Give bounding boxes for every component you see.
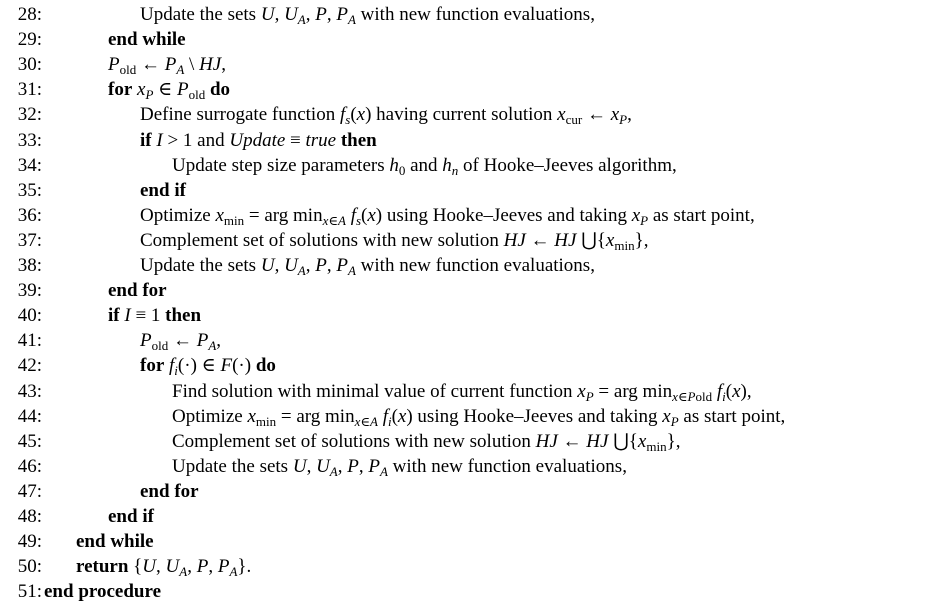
line-code: end while: [108, 29, 186, 51]
line-number: 46:: [17, 455, 42, 477]
line-code: Optimize $x_{min}$ = arg $\min_{x\in A} f_i(x)$ using Hooke–Jeeves and taking $x_P$ as start point,: [172, 405, 786, 429]
algorithm-line: [0, 203, 948, 228]
algorithm-line: [0, 178, 948, 203]
line-number: 37:: [17, 229, 42, 251]
algorithm-line: [0, 353, 948, 378]
line-number: 40:: [17, 305, 42, 327]
line-code: end if: [108, 506, 154, 527]
algorithm-line: [0, 153, 948, 178]
line-code: Update the sets U, $U_A$, P, $P_A$ with new function evaluations,: [140, 255, 595, 278]
line-number: 39:: [17, 280, 42, 302]
line-code: Find solution with minimal value of current function $x_P$ = arg $\min_{x\in Pold} f_i(x)$,: [172, 380, 752, 404]
line-number: 41:: [17, 330, 42, 352]
line-code: Complement set of solutions with new solution HJ ← HJ $⋃\{x_{min}\}$,: [172, 430, 681, 454]
line-number: 28:: [17, 4, 42, 25]
line-number: 45:: [17, 430, 42, 452]
line-code: end for: [140, 480, 199, 502]
algorithm-line: [0, 102, 948, 127]
line-code: end if: [140, 179, 186, 201]
line-number: 50:: [17, 556, 42, 578]
line-code: Update the sets U, $U_A$, P, $P_A$ with new function evaluations,: [140, 4, 595, 27]
line-code: if I ≡ 1 then: [108, 305, 202, 327]
algorithm-line: [0, 454, 948, 479]
line-code: if I > 1 and Update ≡ true then: [140, 129, 377, 151]
algorithm-line: [0, 253, 948, 278]
algorithm-line: [0, 52, 948, 77]
algorithm-line: [0, 328, 948, 353]
algorithm-line: [0, 479, 948, 504]
line-code: for $x_P$ ∈ $P_{old}$ do: [108, 79, 231, 103]
line-code: Define surrogate function $f_s(x)$ having current solution $x_{cur}$ ← $x_P$,: [140, 104, 632, 128]
line-number: 38:: [17, 255, 42, 276]
line-number: 30:: [17, 54, 42, 76]
algorithm-line: [0, 379, 948, 404]
algorithm-line: [0, 278, 948, 303]
algorithm-line: [0, 429, 948, 454]
algorithm-line: [0, 529, 948, 554]
algorithm-line: [0, 2, 948, 27]
line-number: 33:: [17, 129, 42, 151]
line-code: for $f_i(\cdot)$ ∈ F(·) do: [140, 355, 276, 379]
line-code: Update step size parameters $h_0$ and $h_n$ of Hooke–Jeeves algorithm,: [172, 154, 677, 178]
line-number: 51:: [17, 581, 42, 603]
line-code: end for: [108, 280, 167, 302]
line-number: 42:: [17, 355, 42, 377]
algorithm-line: [0, 77, 948, 102]
line-number: 47:: [17, 480, 42, 502]
line-number: 44:: [17, 405, 42, 427]
line-number: 35:: [17, 179, 42, 201]
algorithm-line: [0, 128, 948, 153]
line-number: 34:: [17, 154, 42, 176]
line-code: Complement set of solutions with new solution HJ ← HJ $⋃\{x_{min}\}$,: [140, 229, 649, 253]
line-number: 29:: [17, 29, 42, 51]
line-code: $P_{old}$ ← $P_A$,: [140, 330, 222, 354]
line-code: Optimize $x_{min}$ = arg $\min_{x\in A} f_s(x)$ using Hooke–Jeeves and taking $x_P$ as start point,: [140, 204, 755, 228]
line-number: 49:: [17, 531, 42, 553]
line-code: $P_{old}$ ← $P_A$ \ HJ,: [108, 54, 226, 78]
algorithm-line: [0, 303, 948, 328]
line-code: return {U, $U_A$, P, $P_A$}.: [76, 556, 252, 580]
algorithm-line: [0, 579, 948, 604]
algorithm-line: [0, 554, 948, 579]
algorithm-line: [0, 504, 948, 529]
line-number: 36:: [17, 204, 42, 226]
algorithm-line: [0, 228, 948, 253]
line-number: 48:: [17, 506, 42, 527]
line-number: 43:: [17, 380, 42, 402]
line-code: end while: [76, 531, 154, 553]
line-code: end procedure: [44, 581, 161, 603]
line-code: Update the sets U, $U_A$, P, $P_A$ with new function evaluations,: [172, 455, 627, 479]
line-number: 32:: [17, 104, 42, 126]
line-number: 31:: [17, 79, 42, 101]
algorithm-line: [0, 27, 948, 52]
algorithm-line: [0, 404, 948, 429]
